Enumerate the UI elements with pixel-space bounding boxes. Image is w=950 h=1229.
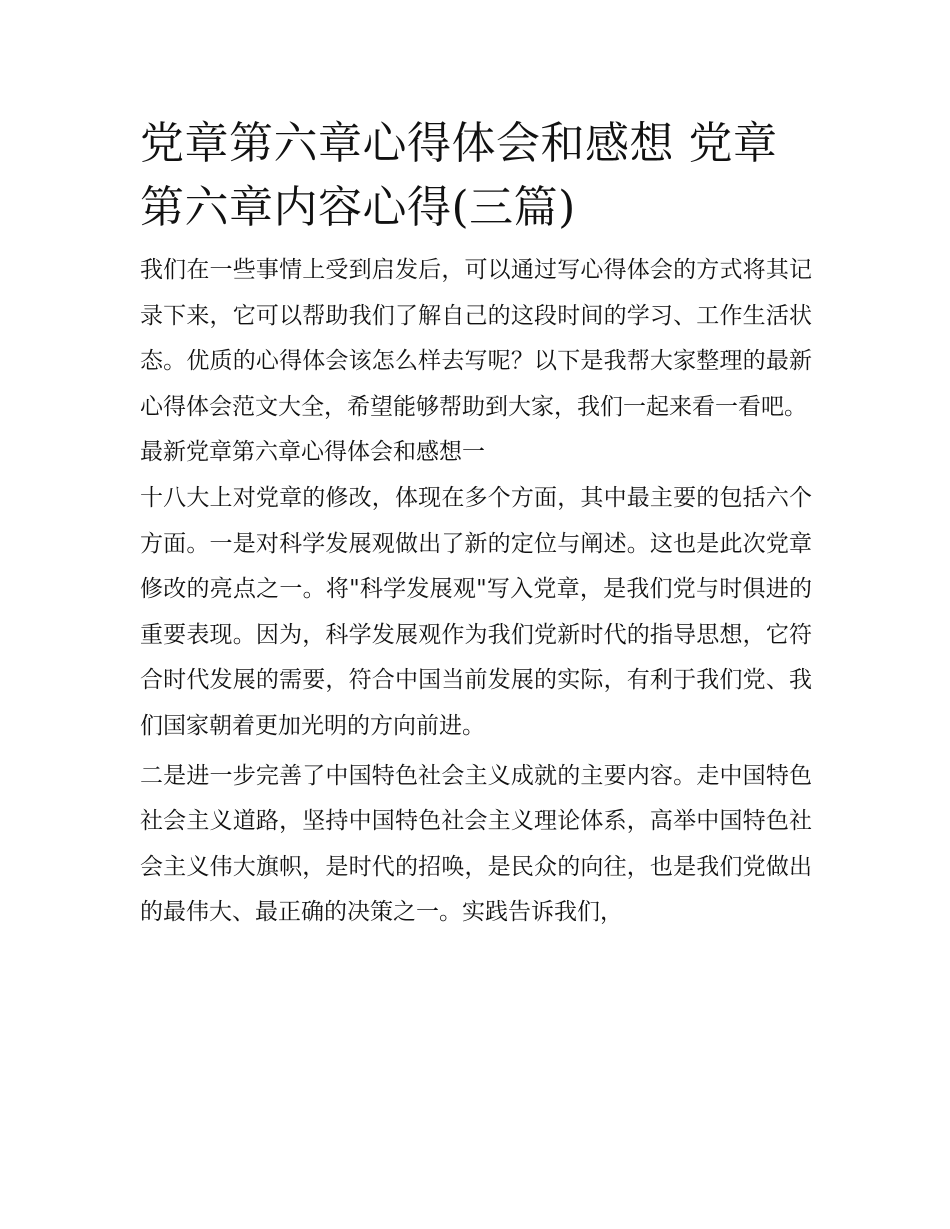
document-title: 党章第六章心得体会和感想 党章第六章内容心得(三篇) bbox=[140, 118, 778, 233]
intro-paragraph: 我们在一些事情上受到启发后，可以通过写心得体会的方式将其记录下来，它可以帮助我们了解自己的这段时间的学习、工作生活状态。优质的心得体会该怎么样去写呢？以下是我帮大家整理的最新心得体会范文大全，希望能够帮助到大家，我们一起来看一看吧。 bbox=[140, 257, 812, 420]
section-heading: 最新党章第六章心得体会和感想一 bbox=[140, 439, 485, 466]
document-page bbox=[140, 112, 812, 936]
body-paragraph: 十八大上对党章的修改，体现在多个方面，其中最主要的包括六个方面。一是对科学发展观做出了新的定位与阐述。这也是此次党章修改的亮点之一。将"科学发展观"写入党章，是我们党与时俱进的重要表现。因为，科学发展观作为我们党新时代的指导思想，它符合时代发展的需要，符合中国当前发展的实际，有利于我们党、我们国家朝着更加光明的方向前进。 bbox=[140, 484, 812, 739]
body-paragraph: 二是进一步完善了中国特色社会主义成就的主要内容。走中国特色社会主义道路，坚持中国特色社会主义理论体系，高举中国特色社会主义伟大旗帜，是时代的招唤，是民众的向往，也是我们党做出的最伟大、最正确的决策之一。实践告诉我们， bbox=[140, 762, 812, 926]
